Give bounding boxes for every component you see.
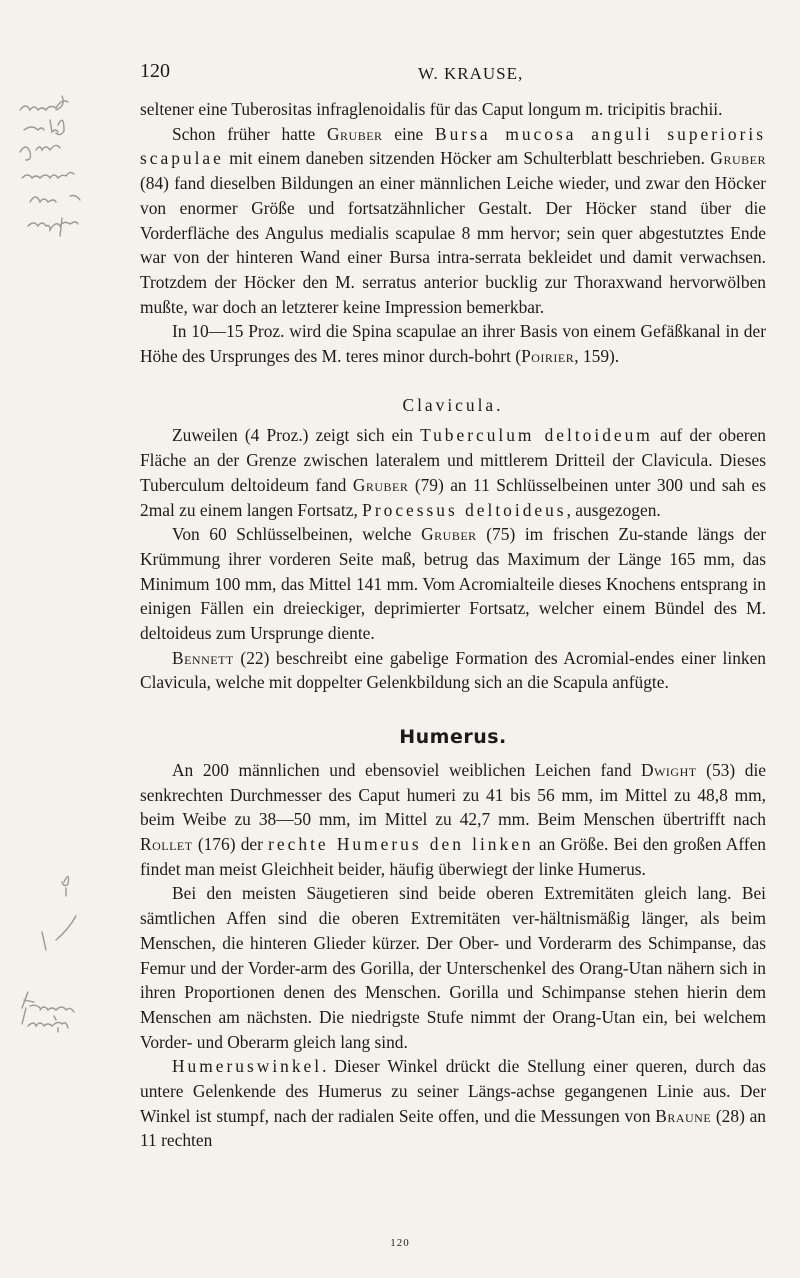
text-run: Zuweilen (4 Proz.) zeigt sich ein xyxy=(172,425,421,446)
page-number: 120 xyxy=(140,60,170,82)
text-run: Schon früher hatte xyxy=(172,123,327,144)
paragraph-9 xyxy=(140,1054,766,1153)
text-run: (84) fand dieselben Bildungen an einer männlichen Leiche wieder, und zwar den Höcker von enormer Größe und fortsatzähnlicher Gestalt. Der Höcker stand über die Vorderfläche des Angulus medialis scapulae 8 mm hervor; sein quer abgestutztes Ende war von der hinteren Wand einer Bursa intra-serrata bekleidet und damit verwachsen. Trotzdem der Höcker den M. serratus anterior bucklig zur Thoraxwand hervorwölben mußte, war doch an letzterer keine Impression bemerkbar. xyxy=(140,173,766,317)
author-name: Gruber xyxy=(326,123,383,144)
spaced-term: rechte Humerus den linken xyxy=(268,833,534,854)
pencil-annotation-drawing xyxy=(0,0,130,1278)
text-run: , ausgezogen. xyxy=(566,499,661,520)
footer-page-number: 120 xyxy=(390,1237,410,1249)
paragraph-4 xyxy=(140,423,766,522)
text-body xyxy=(140,97,766,1153)
text-run: (28) an 11 rechten xyxy=(140,1105,766,1151)
text-run: (79) an 11 Schlüsselbeinen unter 300 und sah es 2mal zu einem langen Fortsatz, xyxy=(140,474,766,520)
running-head: W. KRAUSE, xyxy=(418,64,524,83)
text-run: Von 60 Schlüsselbeinen, welche xyxy=(172,524,422,545)
paragraph-8-text: Bei den meisten Säugetieren sind beide oberen Extremitäten gleich lang. Bei sämtlichen Affen sind die oberen Extremitäten ver-hältnismäßig länger, als beim Menschen, die hinteren Glieder kürzer. Der Ober- und Vorderarm des Schimpanse, das Femur und der Vorder-arm des Gorilla, der Unterschenkel des Orang-Utan nähern sich in ihren Proportionen denen des Menschen. Gorilla und Schimpanse stehen hierin dem Menschen am nächsten. Die niedrigste Stufe nimmt der Orang-Utan ein, bei welchem Vorder- und Oberarm gleich lang sind. xyxy=(140,883,766,1052)
author-name: Bennett xyxy=(172,647,234,668)
text-run: An 200 männlichen und ebensoviel weiblichen Leichen fand xyxy=(172,759,642,780)
spaced-term: Tuberculum deltoideum xyxy=(420,425,653,446)
paragraph-2 xyxy=(140,122,766,320)
author-name: Gruber xyxy=(352,474,409,495)
paragraph-7 xyxy=(140,758,766,882)
paragraph-5 xyxy=(140,522,766,646)
text-run: (176) der xyxy=(192,833,269,854)
handwritten-margin-notes xyxy=(0,0,130,1278)
text-run: (75) im frischen Zu-stande längs der Krümmung ihrer vorderen Seite maß, betrug das Maximum der Länge 165 mm, das Minimum 100 mm, das Mittel 141 mm. Vom Acromialteile dieses Knochens entsprang in einigen Fällen ein dreieckiger, deprimierter Fortsatz, welcher einem Bündel des M. deltoideus zum Ursprunge diente. xyxy=(140,524,766,644)
section-heading-humerus: Humerus. xyxy=(399,726,507,749)
text-run: , 159). xyxy=(574,346,620,367)
text-run: (22) beschreibt eine gabelige Formation des Acromial-endes einer linken Clavicula, welche mit doppelter Gelenkbildung sich an die Scapula anfügte. xyxy=(140,647,766,693)
spaced-term: Humeruswinkel xyxy=(172,1056,323,1077)
spaced-term: Bursa mucosa anguli superioris scapulae xyxy=(140,123,766,169)
author-name: Rollet xyxy=(140,833,193,854)
paragraph-8 xyxy=(140,881,766,1054)
section-heading-clavicula: Clavicula. xyxy=(402,394,504,415)
author-name: Braune xyxy=(655,1105,712,1126)
text-run: auf der oberen Fläche an der Grenze zwischen lateralem und mittlerem Dritteil der Clavicula. Dieses Tuberculum deltoideum fand xyxy=(140,425,766,495)
author-name: Gruber xyxy=(710,148,766,169)
author-name: Dwight xyxy=(641,759,697,780)
text-run: eine xyxy=(382,123,436,144)
author-name: Gruber xyxy=(421,524,477,545)
text-run: mit einem daneben sitzenden Höcker am Schulterblatt beschrieben. xyxy=(223,148,711,169)
paragraph-1-text: seltener eine Tuberositas infraglenoidalis für das Caput longum m. tricipitis brachii. xyxy=(140,99,723,119)
text-run: an Größe. Bei den großen Affen findet man meist Gleichheit beider, häufig überwiegt der linke Humerus. xyxy=(140,833,767,879)
text-run: In 10—15 Proz. wird die Spina scapulae an ihrer Basis von einem Gefäßkanal in der Höhe des Ursprunges des M. teres minor durch-bohrt ( xyxy=(140,321,766,367)
author-name: Poirier xyxy=(521,346,575,367)
paragraph-3 xyxy=(140,319,766,368)
spaced-term: Processus deltoideus xyxy=(362,499,567,520)
text-run: . Dieser Winkel drückt die Stellung einer queren, durch das untere Gelenkende des Humerus zu seiner Längs-achse gegangenen Linie aus. Der Winkel ist stumpf, nach der radialen Seite offen, und die Messungen von xyxy=(140,1056,766,1126)
page-header xyxy=(140,60,770,92)
text-run: (53) die senkrechten Durchmesser des Caput humeri zu 41 bis 56 mm, im Mittel zu 48,8 mm, beim Weibe zu 38—50 mm, im Mittel zu 42,7 mm. Beim Menschen übertrifft nach xyxy=(140,759,767,830)
paragraph-6 xyxy=(140,646,766,695)
paragraph-1 xyxy=(140,97,766,122)
